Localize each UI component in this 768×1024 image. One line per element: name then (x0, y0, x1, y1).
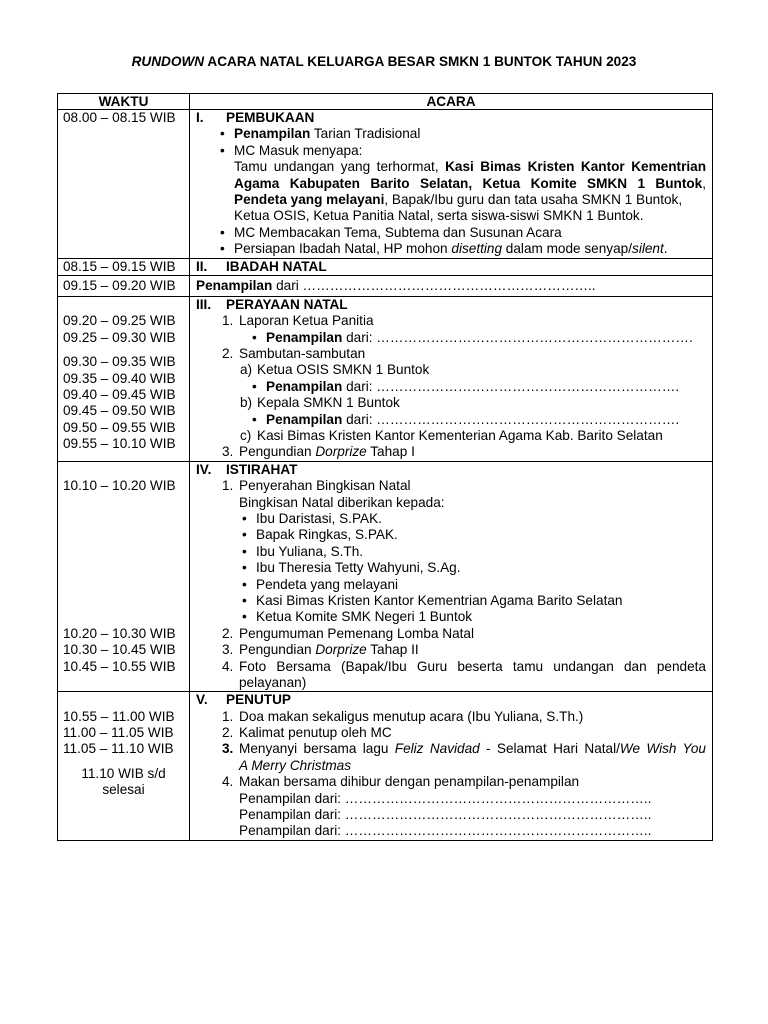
table-row (58, 276, 713, 297)
title-rest: ACARA NATAL KELUARGA BESAR SMKN 1 BUNTOK TAHUN 2023 (204, 54, 637, 69)
list-item: • Pendeta yang melayani (190, 577, 712, 593)
time-slot: 10.45 – 10.55 WIB (63, 658, 176, 674)
section-heading: V. PENUTUP (196, 692, 291, 708)
title-italic: RUNDOWN (131, 54, 205, 69)
event-cell (190, 276, 713, 297)
list-item: • MC Membacakan Tema, Subtema dan Susunan Acara (190, 225, 712, 241)
time-slot: 09.40 – 09.45 WIB (63, 387, 176, 403)
list-item: • Bapak Ringkas, S.PAK. (190, 527, 712, 543)
time-cell (58, 110, 190, 259)
time-slot: 11.10 WIB s/d (81, 766, 166, 782)
header-waktu: WAKTU (58, 94, 190, 110)
time-cell (58, 692, 190, 841)
list-item: 4. Makan bersama dihibur dengan penampilan-penampilan (222, 774, 580, 790)
list-item: • Persiapan Ibadah Natal, HP mohon disetting dalam mode senyap/silent. (190, 241, 712, 257)
time-slot: 11.05 – 11.10 WIB (63, 741, 174, 757)
time-cell (58, 462, 190, 692)
list-item-text: A Merry Christmas (239, 757, 352, 773)
time-cell (58, 259, 190, 276)
table-row (58, 110, 713, 259)
time-slot: 08.00 – 08.15 WIB (63, 110, 176, 125)
list-item: 2. Sambutan-sambutan (222, 346, 366, 362)
list-item: • Penampilan Tarian Tradisional (190, 126, 712, 142)
list-item: 1. Penyerahan Bingkisan Natal (222, 478, 411, 494)
list-item-text: Pendeta yang melayani, Bapak/Ibu guru dan tata usaha SMKN 1 Buntok, (234, 191, 683, 207)
table-header-row (58, 94, 713, 110)
performance-line: Penampilan dari: ………………………………………………………….. (239, 807, 652, 823)
rundown-table (57, 93, 713, 841)
performance-line: Penampilan dari: ………………………………………………………….. (239, 790, 652, 806)
list-item: • Ketua Komite SMK Negeri 1 Buntok (190, 609, 712, 625)
event-cell (190, 692, 713, 841)
list-item: • Kasi Bimas Kristen Kantor Kementrian Agama Barito Selatan (190, 593, 712, 609)
list-item: 3. Menyanyi bersama lagu Feliz Navidad - Selamat Hari Natal/We Wish You (222, 741, 706, 757)
section-heading: II. IBADAH NATAL (196, 258, 327, 274)
list-item: 1. Doa makan sekaligus menutup acara (Ibu Yuliana, S.Th.) (222, 708, 584, 724)
time-slot: 09.50 – 09.55 WIB (63, 419, 176, 435)
time-slot: 10.55 – 11.00 WIB (63, 708, 175, 724)
time-slot: 09.20 – 09.25 WIB (63, 313, 176, 329)
table-row (58, 462, 713, 692)
time-slot: 10.20 – 10.30 WIB (63, 625, 176, 641)
list-item-text: Ketua OSIS, Ketua Panitia Natal, serta siswa-siswi SMKN 1 Buntok. (234, 208, 644, 224)
table-row (58, 259, 713, 276)
list-item-text: Bingkisan Natal diberikan kepada: (239, 494, 445, 510)
list-item: 3. Pengundian Dorprize Tahap II (222, 642, 419, 658)
list-item: c) Kasi Bimas Kristen Kantor Kementerian Agama Kab. Barito Selatan (240, 428, 663, 444)
page-title (0, 54, 768, 70)
section-heading: I. PEMBUKAAN (196, 110, 315, 125)
section-heading: III. PERAYAAN NATAL (196, 296, 348, 312)
event-cell (190, 110, 713, 259)
list-item: a) Ketua OSIS SMKN 1 Buntok (240, 362, 430, 378)
list-item: 4. Foto Bersama (Bapak/Ibu Guru beserta tamu undangan dan pendeta (222, 658, 706, 674)
time-slot: 08.15 – 09.15 WIB (63, 258, 176, 274)
list-item: • Penampilan dari: ……………………………………………………………. (190, 330, 712, 346)
time-slot: 09.55 – 10.10 WIB (63, 436, 176, 452)
event-cell (190, 297, 713, 462)
list-item: • Penampilan dari: …………………………………………………………. (190, 412, 712, 428)
time-slot: 10.30 – 10.45 WIB (63, 642, 176, 658)
list-item: b) Kepala SMKN 1 Buntok (240, 395, 400, 411)
time-slot: 10.10 – 10.20 WIB (63, 478, 176, 494)
event-cell (190, 259, 713, 276)
time-slot: 09.30 – 09.35 WIB (63, 354, 176, 370)
list-item: • MC Masuk menyapa: (190, 143, 712, 159)
time-slot: 09.45 – 09.50 WIB (63, 403, 176, 419)
table-row (58, 297, 713, 462)
list-item: 3. Pengundian Dorprize Tahap I (222, 444, 415, 460)
performance-line: Penampilan dari ……………………………………………………….. (196, 277, 596, 293)
list-item: 2. Pengumuman Pemenang Lomba Natal (222, 625, 475, 641)
list-item-text: pelayanan) (239, 674, 307, 690)
list-item: • Ibu Yuliana, S.Th. (190, 544, 712, 560)
list-item-text: Agama Kabupaten Barito Selatan, Ketua Komite SMKN 1 Buntok, (234, 175, 706, 191)
time-cell (58, 276, 190, 297)
list-item: • Penampilan dari: …………………………………………………………. (190, 379, 712, 395)
time-slot: selesai (102, 782, 145, 798)
time-slot: 09.25 – 09.30 WIB (63, 329, 176, 345)
performance-line: Penampilan dari: ………………………………………………………….. (239, 823, 652, 839)
header-acara: ACARA (190, 94, 713, 110)
time-slot: 09.15 – 09.20 WIB (63, 277, 176, 293)
list-item: • Ibu Daristasi, S.PAK. (190, 511, 712, 527)
event-cell (190, 462, 713, 692)
time-cell (58, 297, 190, 462)
list-item: 1. Laporan Ketua Panitia (222, 313, 374, 329)
list-item: 2. Kalimat penutup oleh MC (222, 725, 392, 741)
time-slot: 09.35 – 09.40 WIB (63, 370, 176, 386)
list-item: • Ibu Theresia Tetty Wahyuni, S.Ag. (190, 560, 712, 576)
list-item-text: Tamu undangan yang terhormat, Kasi Bimas Kristen Kantor Kementrian (234, 159, 706, 175)
time-slot: 11.00 – 11.05 WIB (63, 725, 174, 741)
table-row (58, 692, 713, 841)
section-heading: IV. ISTIRAHAT (196, 461, 298, 477)
